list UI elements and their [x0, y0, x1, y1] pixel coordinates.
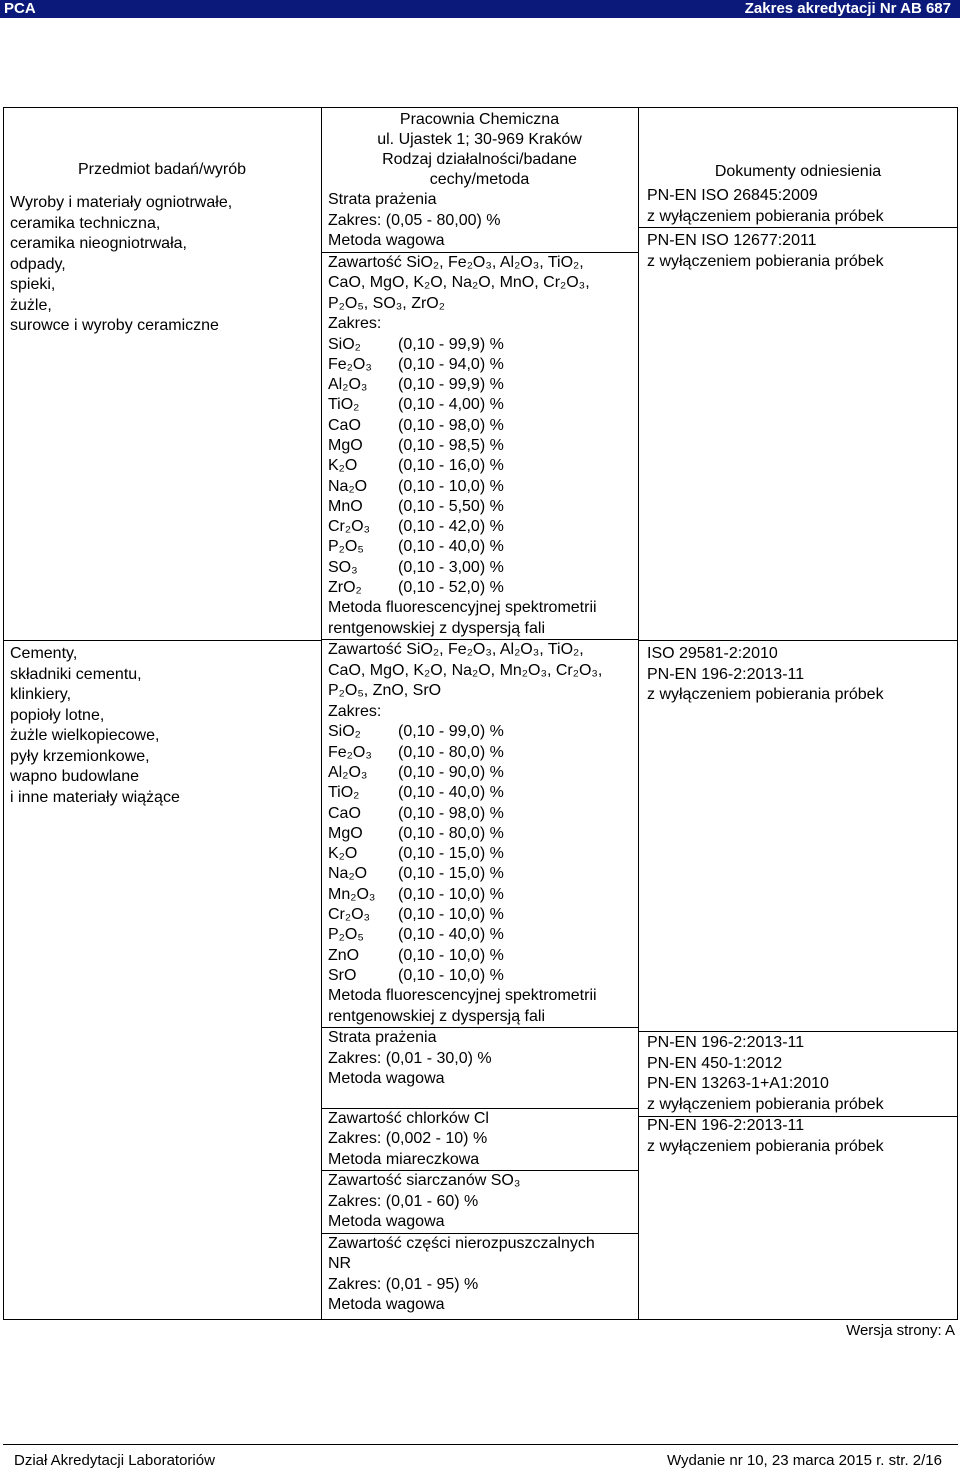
- product-item: odpady,: [10, 255, 66, 273]
- range-row: [328, 395, 638, 415]
- column-title-method: Rodzaj działalności/badane: [382, 151, 577, 168]
- product-item: żużle,: [10, 296, 52, 314]
- reference-doc-chlorides: [638, 1116, 884, 1157]
- compound-range: (0,10 - 3,00) %: [398, 558, 504, 576]
- test-method: Metoda wagowa: [328, 1296, 445, 1314]
- compound-range: (0,10 - 94,0) %: [398, 355, 504, 373]
- range-row: [328, 946, 638, 966]
- range-label: Zakres:: [328, 315, 382, 332]
- standard-code: PN-EN 13263-1+A1:2010: [647, 1075, 829, 1092]
- compound-label: SO₃: [328, 558, 358, 576]
- range-row: [328, 783, 638, 803]
- standard-note: z wyłączeniem pobierania próbek: [647, 686, 884, 703]
- range-table: [328, 722, 638, 986]
- test-name: Strata prażenia: [328, 1029, 437, 1047]
- product-item: wapno budowlane: [10, 768, 139, 785]
- test-name: Zawartość chlorków Cl: [328, 1109, 489, 1127]
- standard-code: PN-EN ISO 12677:2011: [647, 232, 817, 249]
- range-row: [328, 885, 638, 905]
- test-range: Zakres: (0,002 - 10) %: [328, 1130, 488, 1148]
- compound-label: MgO: [328, 436, 363, 454]
- product-item: Wyroby i materiały ogniotrwałe,: [10, 194, 233, 211]
- product-item: surowce i wyroby ceramiczne: [10, 317, 219, 334]
- test-range: Zakres: (0,01 - 95) %: [328, 1275, 479, 1293]
- compound-range: (0,10 - 40,0) %: [398, 538, 504, 556]
- test-insoluble-residue: [321, 1234, 638, 1316]
- standard-code: ISO 29581-2:2010: [647, 645, 778, 662]
- test-name: NR: [328, 1255, 352, 1273]
- test-name: P₂O₅, SO₃, ZrO₂: [328, 294, 445, 312]
- compound-label: Cr₂O₃: [328, 906, 371, 924]
- footer-divider: [3, 1444, 958, 1445]
- product-item: spieki,: [10, 276, 56, 293]
- compound-label: K₂O: [328, 845, 358, 863]
- footer-department: Dział Akredytacji Laboratoriów: [14, 1452, 215, 1469]
- test-name: CaO, MgO, K₂O, Na₂O, Mn₂O₃, Cr₂O₃,: [328, 661, 603, 679]
- method-column: [321, 107, 638, 1316]
- reference-doc-strata: [638, 186, 958, 227]
- compound-label: Al₂O₃: [328, 376, 368, 394]
- lab-name: Pracownia Chemiczna: [399, 111, 560, 128]
- reference-doc-xrf-ceramics: [638, 228, 958, 272]
- range-row: [328, 925, 638, 945]
- page-header-bar: [0, 0, 960, 18]
- range-row: [328, 416, 638, 436]
- compound-label: TiO₂: [328, 396, 360, 414]
- row-divider: [3, 640, 321, 641]
- standard-code: PN-EN 450-1:2012: [647, 1054, 783, 1072]
- compound-label: CaO: [328, 416, 361, 434]
- compound-label: Na₂O: [328, 477, 368, 495]
- compound-label: SiO₂: [328, 335, 361, 353]
- compound-label: Fe₂O₃: [328, 355, 372, 373]
- compound-label: P₂O₅: [328, 926, 364, 944]
- range-row: [328, 537, 638, 557]
- product-column: [3, 107, 321, 806]
- reference-doc-strata-cement: [638, 1033, 884, 1115]
- test-name: Zawartość SiO₂, Fe₂O₃, Al₂O₃, TiO₂,: [328, 253, 584, 271]
- test-strata-prazenia: [321, 190, 638, 252]
- compound-label: MgO: [328, 824, 363, 842]
- compound-range: (0,10 - 15,0) %: [398, 865, 504, 883]
- product-item: ceramika nieogniotrwała,: [10, 235, 187, 252]
- standard-note: z wyłączeniem pobierania próbek: [647, 1137, 884, 1155]
- range-row: [328, 844, 638, 864]
- test-xrf-cement: [321, 640, 638, 1027]
- lab-address: ul. Ujastek 1; 30-969 Kraków: [377, 131, 582, 148]
- range-row: [328, 578, 638, 598]
- compound-label: Cr₂O₃: [328, 518, 371, 536]
- compound-range: (0,10 - 98,0) %: [398, 416, 504, 434]
- test-name: P₂O₅, ZnO, SrO: [328, 682, 442, 700]
- test-name: CaO, MgO, K₂O, Na₂O, MnO, Cr₂O₃,: [328, 274, 590, 291]
- range-row: [328, 335, 638, 355]
- compound-range: (0,10 - 52,0) %: [398, 579, 504, 597]
- range-row: [328, 763, 638, 783]
- test-method: Metoda wagowa: [328, 1213, 445, 1231]
- test-method: Metoda fluorescencyjnej spektrometrii: [328, 987, 597, 1005]
- compound-range: (0,10 - 99,0) %: [398, 723, 504, 741]
- product-item: żużle wielkopiecowe,: [10, 727, 160, 744]
- test-range: Zakres: (0,05 - 80,00) %: [328, 211, 501, 229]
- standard-note: z wyłączeniem pobierania próbek: [647, 1095, 884, 1113]
- range-row: [328, 375, 638, 395]
- range-row: [328, 804, 638, 824]
- reference-doc-xrf-cement: [638, 644, 884, 706]
- compound-range: (0,10 - 99,9) %: [398, 376, 504, 394]
- test-method: Metoda wagowa: [328, 232, 445, 249]
- footer-edition: Wydanie nr 10, 23 marca 2015 r. str. 2/16: [666, 1452, 942, 1469]
- test-name: Strata prażenia: [328, 191, 437, 208]
- compound-label: MnO: [328, 497, 363, 515]
- compound-range: (0,10 - 16,0) %: [398, 457, 504, 475]
- test-range: Zakres: (0,01 - 30,0) %: [328, 1049, 492, 1067]
- standard-note: z wyłączeniem pobierania próbek: [647, 207, 884, 225]
- compound-label: Na₂O: [328, 865, 368, 883]
- product-group-2: [3, 644, 180, 808]
- test-xrf-ceramics: [321, 253, 638, 640]
- product-item: popioły lotne,: [10, 706, 105, 724]
- column-title-product: Przedmiot badań/wyrób: [77, 161, 247, 178]
- compound-range: (0,10 - 40,0) %: [398, 784, 504, 802]
- compound-range: (0,10 - 10,0) %: [398, 946, 504, 964]
- product-item: pyły krzemionkowe,: [10, 747, 150, 765]
- header-scope-title: Zakres akredytacji Nr AB 687: [744, 0, 951, 17]
- row-divider: [638, 640, 958, 641]
- header-org: PCA: [4, 0, 36, 17]
- reference-column: [638, 107, 958, 1155]
- compound-range: (0,10 - 98,5) %: [398, 436, 504, 454]
- range-row: [328, 824, 638, 844]
- standard-note: z wyłączeniem pobierania próbek: [647, 252, 884, 270]
- test-method: rentgenowskiej z dyspersją fali: [328, 1007, 545, 1025]
- compound-range: (0,10 - 10,0) %: [398, 885, 504, 903]
- standard-code: PN-EN 196-2:2013-11: [647, 665, 805, 683]
- compound-label: ZnO: [328, 946, 360, 964]
- compound-range: (0,10 - 42,0) %: [398, 518, 504, 536]
- compound-label: SrO: [328, 966, 357, 984]
- compound-range: (0,10 - 15,0) %: [398, 845, 504, 863]
- range-row: [328, 456, 638, 476]
- compound-label: P₂O₅: [328, 538, 364, 556]
- compound-range: (0,10 - 99,9) %: [398, 335, 504, 353]
- product-item: i inne materiały wiążące: [10, 788, 180, 806]
- compound-label: ZrO₂: [328, 579, 362, 597]
- column-title-documents: Dokumenty odniesienia: [714, 163, 882, 180]
- compound-range: (0,10 - 80,0) %: [398, 824, 504, 842]
- compound-range: (0,10 - 90,0) %: [398, 763, 504, 781]
- product-item: Cementy,: [10, 645, 78, 662]
- standard-code: PN-EN 196-2:2013-11: [647, 1117, 805, 1134]
- test-strata-prazenia-cement: [321, 1028, 638, 1108]
- range-row: [328, 558, 638, 578]
- product-group-1: [3, 193, 321, 337]
- compound-label: Mn₂O₃: [328, 885, 376, 903]
- page-version: Wersja strony: A: [846, 1322, 955, 1339]
- test-method: Metoda fluorescencyjnej spektrometrii: [328, 599, 597, 617]
- compound-range: (0,10 - 10,0) %: [398, 966, 504, 984]
- product-item: klinkiery,: [10, 686, 72, 703]
- column-title-method-2: cechy/metoda: [429, 171, 530, 188]
- range-row: [328, 722, 638, 742]
- compound-range: (0,10 - 10,0) %: [398, 906, 504, 924]
- test-name: Zawartość części nierozpuszczalnych: [328, 1234, 595, 1252]
- compound-label: Fe₂O₃: [328, 743, 372, 761]
- compound-label: SiO₂: [328, 723, 361, 741]
- compound-range: (0,10 - 5,50) %: [398, 497, 504, 515]
- range-row: [328, 743, 638, 763]
- compound-range: (0,10 - 4,00) %: [398, 396, 504, 414]
- compound-label: K₂O: [328, 457, 358, 475]
- row-divider: [638, 1031, 958, 1032]
- standard-code: PN-EN ISO 26845:2009: [647, 187, 818, 204]
- range-row: [328, 436, 638, 456]
- test-range: Zakres: (0,01 - 60) %: [328, 1192, 479, 1210]
- range-row: [328, 905, 638, 925]
- compound-range: (0,10 - 40,0) %: [398, 926, 504, 944]
- range-row: [328, 355, 638, 375]
- test-name: Zawartość SiO₂, Fe₂O₃, Al₂O₃, TiO₂,: [328, 641, 584, 659]
- test-method: Metoda wagowa: [328, 1070, 445, 1088]
- compound-range: (0,10 - 80,0) %: [398, 743, 504, 761]
- compound-label: Al₂O₃: [328, 763, 368, 781]
- test-method: rentgenowskiej z dyspersją fali: [328, 619, 545, 637]
- compound-label: CaO: [328, 804, 361, 822]
- range-row: [328, 477, 638, 497]
- test-sulfates: [321, 1171, 638, 1233]
- range-label: Zakres:: [328, 702, 382, 720]
- test-name: Zawartość siarczanów SO₃: [328, 1172, 521, 1190]
- product-item: ceramika techniczna,: [10, 214, 161, 232]
- range-row: [328, 864, 638, 884]
- compound-range: (0,10 - 10,0) %: [398, 477, 504, 495]
- range-row: [328, 966, 638, 986]
- range-table: [328, 335, 638, 599]
- test-method: Metoda miareczkowa: [328, 1150, 480, 1168]
- compound-label: TiO₂: [328, 784, 360, 802]
- standard-code: PN-EN 196-2:2013-11: [647, 1034, 805, 1051]
- compound-range: (0,10 - 98,0) %: [398, 804, 504, 822]
- range-row: [328, 497, 638, 517]
- range-row: [328, 517, 638, 537]
- test-chlorides: [321, 1109, 638, 1171]
- product-item: składniki cementu,: [10, 665, 142, 683]
